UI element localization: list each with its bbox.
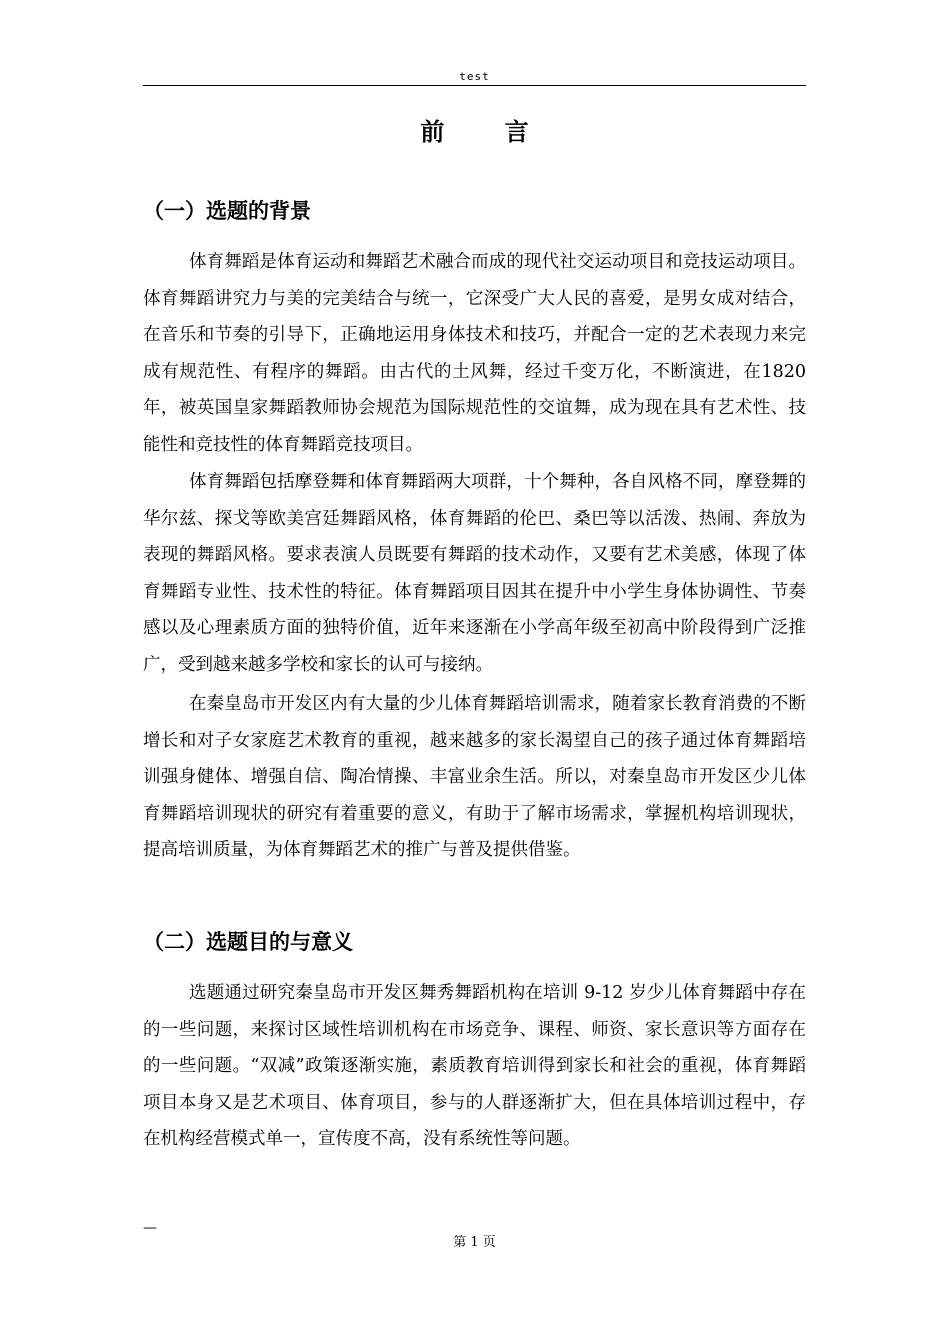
page-title: 前 言 xyxy=(420,118,555,146)
header-text: test xyxy=(459,70,490,83)
paragraph-background-1: 体育舞蹈是体育运动和舞蹈艺术融合而成的现代社交运动项目和竞技运动项目。体育舞蹈讲究力与美的完美结合与统一，它深受广大人民的喜爱，是男女成对结合，在音乐和节奏的引导下，正确地运用身体技术和技巧，并配合一定的艺术表现力来完成有规范性、有程序的舞蹈。由古代的土风舞，经过千变万化，不断演进，在1820年，被英国皇家舞蹈教师协会规范为国际规范性的交谊舞，成为现在具有艺术性、技能性和竞技性的体育舞蹈竞技项目。 xyxy=(143,252,806,455)
page-number: 第 1 页 xyxy=(453,1235,496,1250)
paragraph-purpose-1: 选题通过研究秦皇岛市开发区舞秀舞蹈机构在培训 9-12 岁少儿体育舞蹈中存在的一些问题，来探讨区域性培训机构在市场竞争、课程、师资、家长意识等方面存在的一些问题。“双减”政策逐渐实施，素质教育培训得到家长和社会的重视，体育舞蹈项目本身又是艺术项目、体育项目，参与的人群逐渐扩大，但在具体培训过程中，存在机构经营模式单一，宣传度不高，没有系统性等问题。 xyxy=(143,983,806,1150)
section-heading-background: （一）选题的背景 xyxy=(143,199,311,223)
paragraph-background-2: 体育舞蹈包括摩登舞和体育舞蹈两大项群，十个舞种，各自风格不同，摩登舞的华尔兹、探戈等欧美宫廷舞蹈风格，体育舞蹈的伦巴、桑巴等以活泼、热闹、奔放为表现的舞蹈风格。要求表演人员既要有舞蹈的技术动作，又要有艺术美感，体现了体育舞蹈专业性、技术性的特征。体育舞蹈项目因其在提升中小学生身体协调性、节奏感以及心理素质方面的独特价值，近年来逐渐在小学高年级至初高中阶段得到广泛推广，受到越来越多学校和家长的认可与接纳。 xyxy=(143,472,806,675)
footer-mark: — xyxy=(143,1220,157,1236)
section-heading-purpose: （二）选题目的与意义 xyxy=(143,930,353,954)
page-header xyxy=(143,70,806,86)
paragraph-background-3: 在秦皇岛市开发区内有大量的少儿体育舞蹈培训需求，随着家长教育消费的不断增长和对子女家庭艺术教育的重视，越来越多的家长渴望自己的孩子通过体育舞蹈培训强身健体、增强自信、陶冶情操、丰富业余生活。所以，对秦皇岛市开发区少儿体育舞蹈培训现状的研究有着重要的意义，有助于了解市场需求，掌握机构培训现状，提高培训质量，为体育舞蹈艺术的推广与普及提供借鉴。 xyxy=(143,694,806,861)
